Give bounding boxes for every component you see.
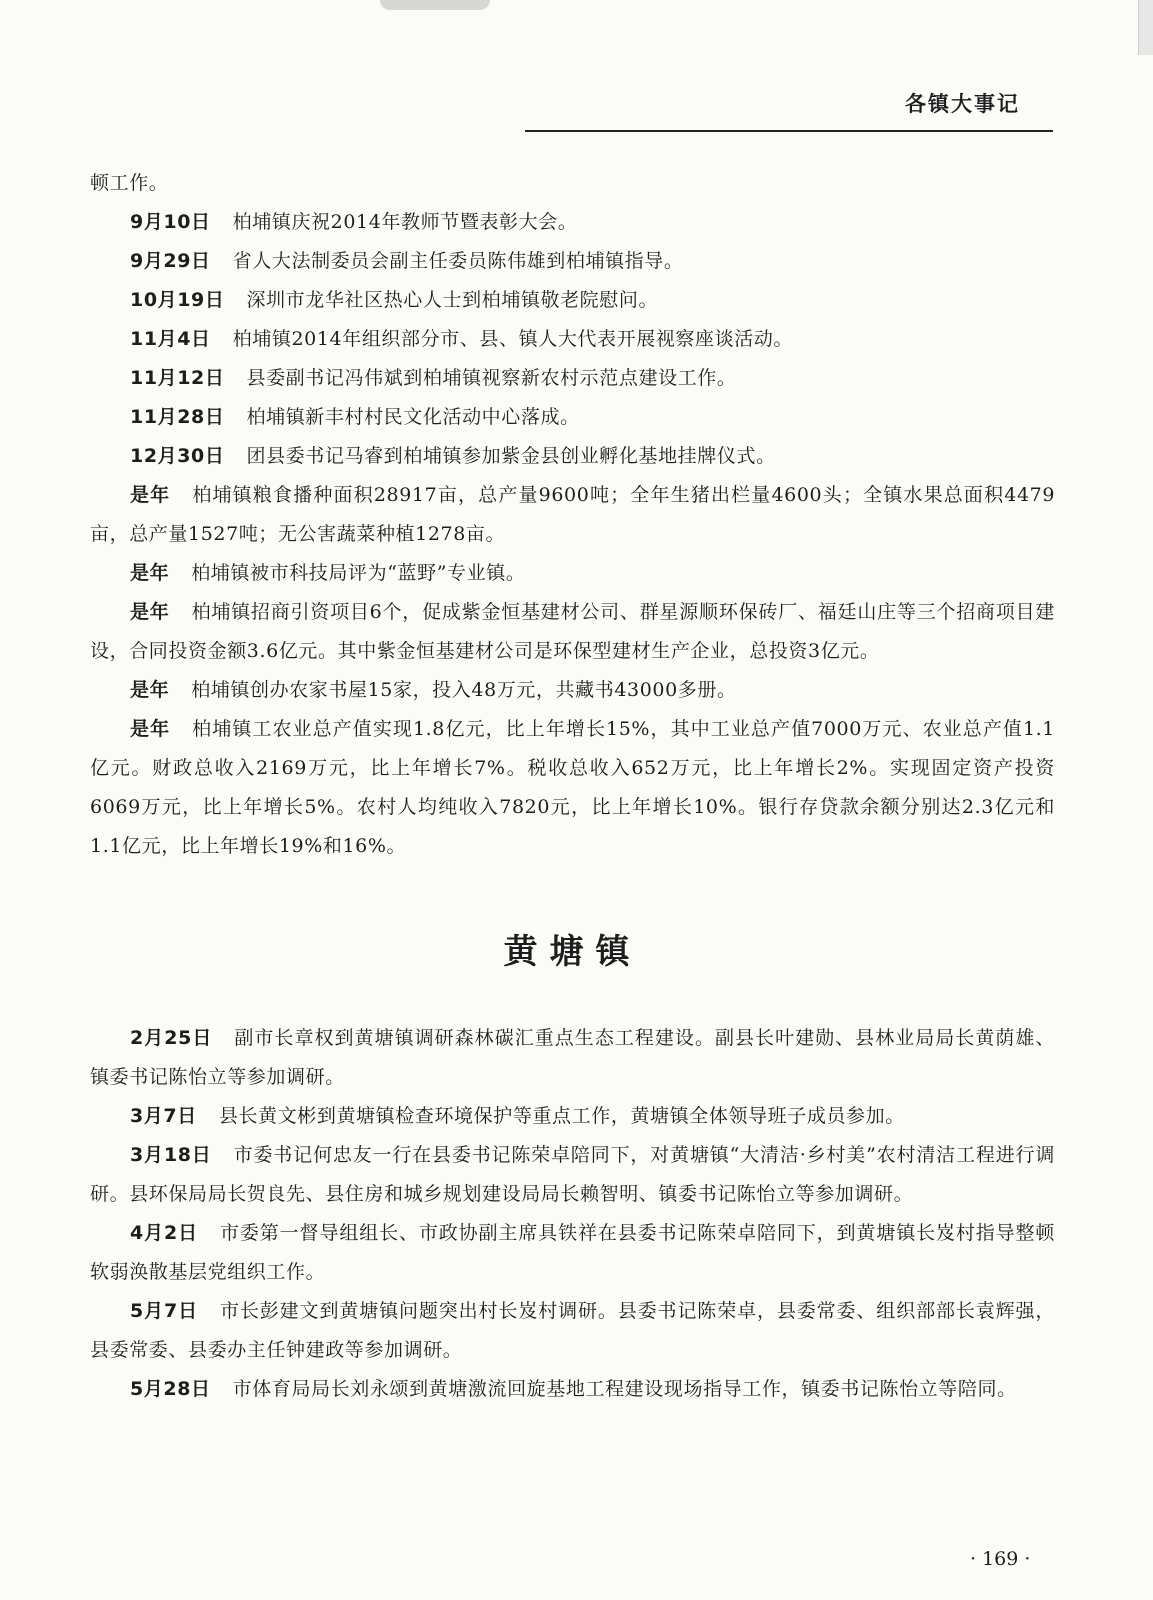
event-date: 是年: [130, 718, 171, 740]
event-entry: [90, 242, 1055, 281]
event-text: 市体育局局长刘永颂到黄塘激流回旋基地工程建设现场指导工作，镇委书记陈怡立等陪同。: [232, 1378, 1017, 1400]
event-entry: [90, 1214, 1055, 1292]
event-entry: [90, 1019, 1055, 1097]
event-text: 柏埔镇2014年组织部分市、县、镇人大代表开展视察座谈活动。: [232, 328, 794, 350]
event-entry: [90, 554, 1055, 593]
event-entry: [90, 320, 1055, 359]
event-text: 深圳市龙华社区热心人士到柏埔镇敬老院慰问。: [246, 289, 659, 311]
event-date: 是年: [130, 562, 170, 584]
event-text: 柏埔镇招商引资项目6个，促成紫金恒基建材公司、群星源顺环保砖厂、福廷山庄等三个招商项目建设，合同投资金额3.6亿元。其中紫金恒基建材公司是环保型建材生产企业，总投资3亿元。: [90, 601, 1055, 662]
event-entry: [90, 1136, 1055, 1214]
event-entry: [90, 281, 1055, 320]
event-text: 市委第一督导组组长、市政协副主席具铁祥在县委书记陈荣卓陪同下，到黄塘镇长岌村指导整顿软弱涣散基层党组织工作。: [90, 1222, 1056, 1283]
event-text: 柏埔镇创办农家书屋15家，投入48万元，共藏书43000多册。: [191, 679, 737, 701]
event-text: 省人大法制委员会副主任委员陈伟雄到柏埔镇指导。: [232, 250, 684, 272]
event-date: 10月19日: [130, 289, 225, 311]
event-date: 是年: [130, 601, 170, 623]
event-text: 县委副书记冯伟斌到柏埔镇视察新农村示范点建设工作。: [246, 367, 737, 389]
section-baipu-entries: [90, 203, 1055, 866]
event-date: 是年: [130, 679, 170, 701]
event-text: 柏埔镇工农业总产值实现1.8亿元，比上年增长15%，其中工业总产值7000万元、农业总产值1.1亿元。财政总收入2169万元，比上年增长7%。税收总收入652万元，比上年增长2%。实现固定资产投资6069万元，比上年增长5%。农村人均纯收入7820元，比上年增长10%。银行存贷款余额分别达2.3亿元和1.1亿元，比上年增长19%和16%。: [90, 718, 1055, 857]
header-rule: [525, 130, 1053, 132]
event-date: 11月28日: [130, 406, 225, 428]
event-text: 县长黄文彬到黄塘镇检查环境保护等重点工作，黄塘镇全体领导班子成员参加。: [218, 1105, 905, 1127]
page-number: · 169 ·: [970, 1548, 1031, 1570]
event-date: 5月28日: [130, 1378, 211, 1400]
page-edge-shadow: [1138, 0, 1153, 55]
event-entry: [90, 476, 1055, 554]
event-date: 3月18日: [130, 1144, 212, 1166]
event-date: 2月25日: [130, 1027, 213, 1049]
event-text: 柏埔镇庆祝2014年教师节暨表彰大会。: [232, 211, 578, 233]
running-header-title: 各镇大事记: [905, 92, 1020, 116]
event-date: 11月4日: [130, 328, 211, 350]
continued-paragraph: 顿工作。: [90, 172, 169, 194]
event-text: 柏埔镇被市科技局评为“蓝野”专业镇。: [191, 562, 526, 584]
event-entry: [90, 671, 1055, 710]
event-text: 柏埔镇新丰村村民文化活动中心落成。: [246, 406, 580, 428]
event-date: 5月7日: [130, 1300, 198, 1322]
event-date: 3月7日: [130, 1105, 197, 1127]
event-date: 12月30日: [130, 445, 225, 467]
event-date: 4月2日: [130, 1222, 198, 1244]
event-entry: [90, 398, 1055, 437]
event-entry: [90, 1370, 1055, 1409]
event-entry: [90, 1292, 1055, 1370]
page-content: [90, 164, 1055, 1409]
event-text: 团县委书记马睿到柏埔镇参加紫金县创业孵化基地挂牌仪式。: [246, 445, 776, 467]
event-text: 副市长章权到黄塘镇调研森林碳汇重点生态工程建设。副县长叶建勋、县林业局局长黄荫雄、镇委书记陈怡立等参加调研。: [90, 1027, 1055, 1088]
event-entry: [90, 1097, 1055, 1136]
section-huangtang-entries: [90, 1019, 1055, 1409]
event-entry: [90, 710, 1055, 866]
scan-smudge: [380, 0, 490, 10]
event-date: 是年: [130, 484, 171, 506]
section-title: 黄塘镇: [503, 932, 642, 972]
event-text: 柏埔镇粮食播种面积28917亩，总产量9600吨；全年生猪出栏量4600头；全镇水果总面积4479亩，总产量1527吨；无公害蔬菜种植1278亩。: [90, 484, 1056, 545]
event-text: 市长彭建文到黄塘镇问题突出村长岌村调研。县委书记陈荣卓，县委常委、组织部部长袁辉强，县委常委、县委办主任钟建政等参加调研。: [90, 1300, 1056, 1361]
event-entry: [90, 203, 1055, 242]
event-date: 9月10日: [130, 211, 211, 233]
event-entry: [90, 593, 1055, 671]
event-entry: [90, 437, 1055, 476]
event-text: 市委书记何忠友一行在县委书记陈荣卓陪同下，对黄塘镇“大清洁·乡村美”农村清洁工程进行调研。县环保局局长贺良先、县住房和城乡规划建设局局长赖智明、镇委书记陈怡立等参加调研。: [90, 1144, 1055, 1205]
event-entry: [90, 359, 1055, 398]
event-date: 9月29日: [130, 250, 211, 272]
event-date: 11月12日: [130, 367, 225, 389]
